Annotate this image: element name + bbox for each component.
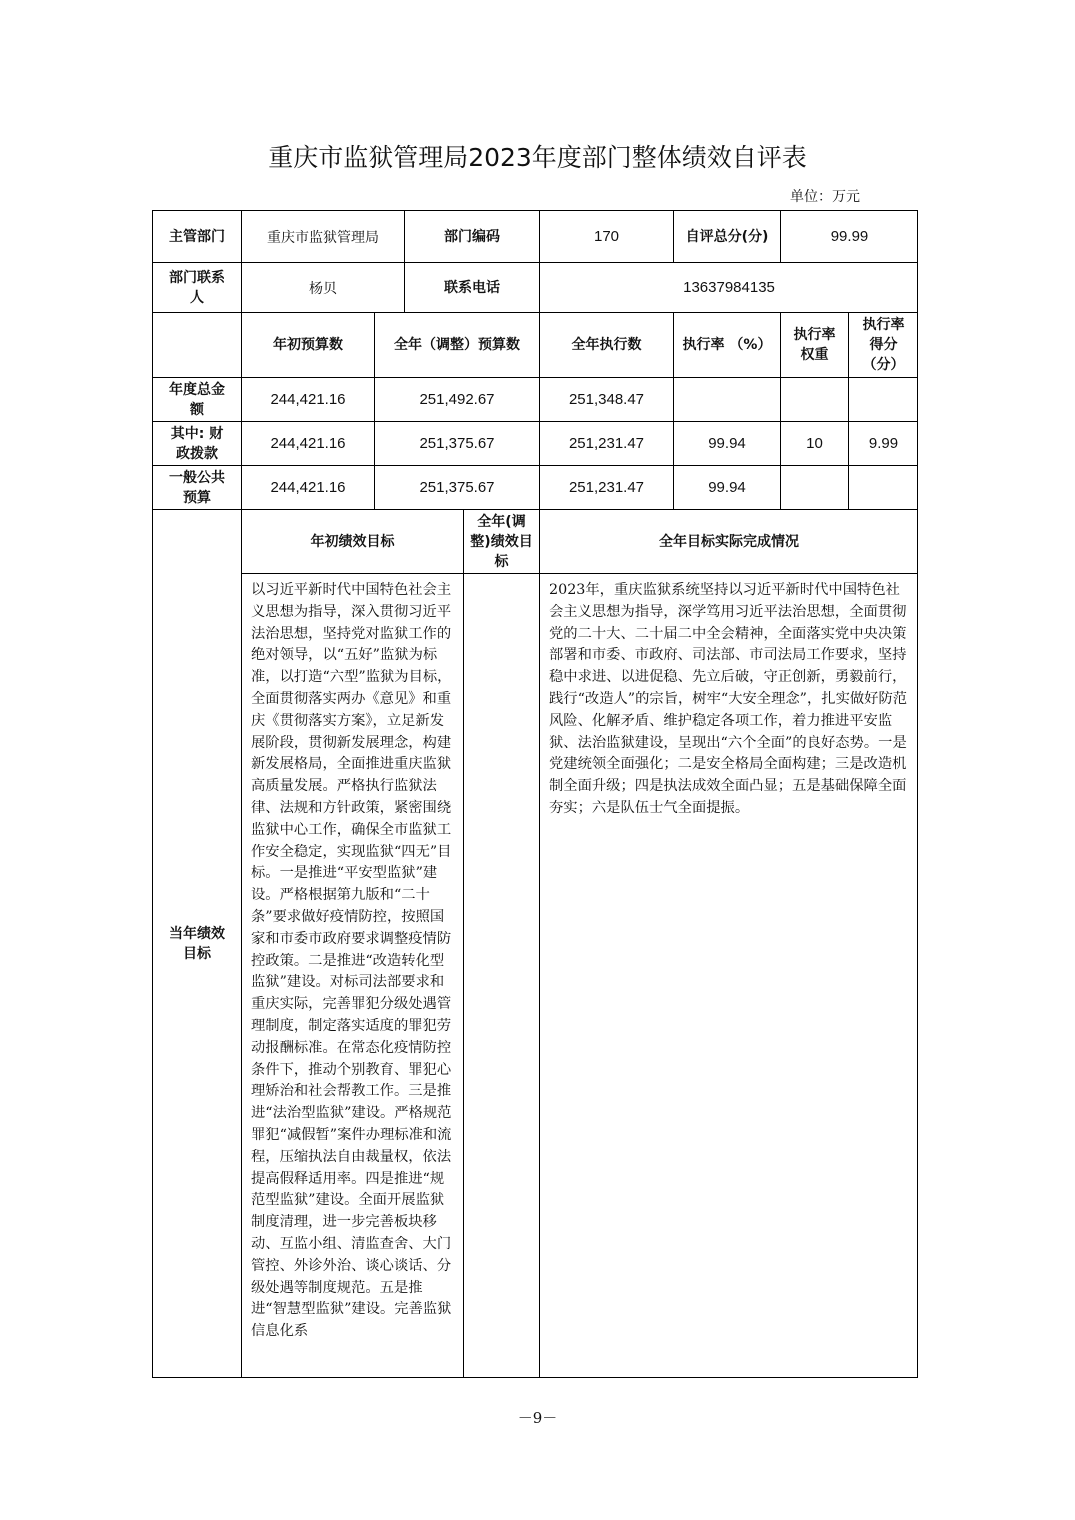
cell-adjusted: 251,375.67 xyxy=(375,422,540,466)
phone-label: 联系电话 xyxy=(405,263,540,313)
performance-table xyxy=(152,210,918,1378)
page-number: －9－ xyxy=(517,1409,558,1427)
score-label: 自评总分(分) xyxy=(674,211,781,263)
initial-goal-text: 以习近平新时代中国特色社会主义思想为指导，深入贯彻习近平法治思想，坚持党对监狱工作的绝对领导，以“五好”监狱为标准，以打造“六型”监狱为目标，全面贯彻落实两办《意见》和重庆《贯彻落实方案》，立足新发展阶段，贯彻新发展理念，构建新发展格局，全面推进重庆监狱高质量发展。严格执行监狱法律、法规和方针政策，紧密围绕监狱中心工作，确保全市监狱工作安全稳定，实现监狱“四无”目标。一是推进“平安型监狱”建设。严格根据第九版和“二十条”要求做好疫情防控，按照国家和市委市政府要求调整疫情防控政策。二是推进“改造转化型监狱”建设。对标司法部要求和重庆实际，完善罪犯分级处遇管理制度，制定落实适度的罪犯劳动报酬标准。在常态化疫情防控条件下，推动个别教育、罪犯心理矫治和社会帮教工作。三是推进“法治型监狱”建设。严格规范罪犯“减假暂”案件办理标准和流程，压缩执法自由裁量权，依法提高假释适用率。四是推进“规范型监狱”建设。全面开展监狱制度清理，进一步完善板块移动、互监小组、清监查舍、大门管控、外诊外治、谈心谈话、分级处遇等制度规范。五是推进“智慧型监狱”建设。完善监狱信息化系 xyxy=(251,582,452,1340)
cell-score xyxy=(849,378,918,422)
cell-score xyxy=(849,466,918,510)
header-weight: 执行率权重 xyxy=(781,313,849,378)
header-adjusted-budget: 全年（调整）预算数 xyxy=(375,313,540,378)
cell-executed: 251,231.47 xyxy=(540,466,674,510)
actual-completion-text: 2023年，重庆监狱系统坚持以习近平新时代中国特色社会主义思想为指导，深学笃用习近平法治思想，全面贯彻党的二十大、二十届二中全会精神，全面落实党中央决策部署和市委、市政府、司法部、市司法局工作要求，坚持稳中求进、以进促稳、先立后破，守正创新，勇毅前行，践行“改造人”的宗旨，树牢“大安全理念”，扎实做好防范风险、化解矛盾、维护稳定各项工作，着力推进平安监狱、法治监狱建设，呈现出“六个全面”的良好态势。一是党建统领全面强化；二是安全格局全面构建；三是改造机制全面升级；四是执法成效全面凸显；五是基础保障全面夯实；六是队伍士气全面提振。 xyxy=(549,582,908,816)
row-label-general: 一般公共预算 xyxy=(153,466,242,510)
cell-initial: 244,421.16 xyxy=(242,466,375,510)
cell-adjusted: 251,375.67 xyxy=(375,466,540,510)
cell-rate: 99.94 xyxy=(674,422,781,466)
cell-rate: 99.94 xyxy=(674,466,781,510)
header-actual-completion: 全年目标实际完成情况 xyxy=(540,510,918,574)
cell-score: 9.99 xyxy=(849,422,918,466)
cell-initial: 244,421.16 xyxy=(242,422,375,466)
header-adjusted-goal: 全年(调整)绩效目标 xyxy=(464,510,540,574)
performance-row-label: 当年绩效目标 xyxy=(153,510,242,1378)
unit-label: 单位：万元 xyxy=(790,189,860,205)
page-title: 重庆市监狱管理局2023年度部门整体绩效自评表 xyxy=(268,143,807,172)
code-label: 部门编码 xyxy=(405,211,540,263)
code-value: 170 xyxy=(540,211,674,263)
cell-initial: 244,421.16 xyxy=(242,378,375,422)
budget-corner xyxy=(153,313,242,378)
cell-rate xyxy=(674,378,781,422)
header-initial-goal: 年初绩效目标 xyxy=(242,510,464,574)
contact-value: 杨贝 xyxy=(242,263,405,313)
cell-weight: 10 xyxy=(781,422,849,466)
header-executed: 全年执行数 xyxy=(540,313,674,378)
dept-label: 主管部门 xyxy=(153,211,242,263)
phone-value: 13637984135 xyxy=(540,263,918,313)
header-initial-budget: 年初预算数 xyxy=(242,313,375,378)
cell-weight xyxy=(781,378,849,422)
cell-adjusted: 251,492.67 xyxy=(375,378,540,422)
cell-executed: 251,231.47 xyxy=(540,422,674,466)
contact-label: 部门联系人 xyxy=(153,263,242,313)
cell-weight xyxy=(781,466,849,510)
initial-goal-cell xyxy=(242,574,464,1378)
row-label-total: 年度总金额 xyxy=(153,378,242,422)
adjusted-goal-cell xyxy=(464,574,540,1378)
dept-value: 重庆市监狱管理局 xyxy=(242,211,405,263)
cell-executed: 251,348.47 xyxy=(540,378,674,422)
score-value: 99.99 xyxy=(781,211,918,263)
header-rate: 执行率 （%） xyxy=(674,313,781,378)
header-rate-score: 执行率得分（分） xyxy=(849,313,918,378)
row-label-fiscal: 其中: 财政拨款 xyxy=(153,422,242,466)
actual-completion-cell xyxy=(540,574,918,1378)
